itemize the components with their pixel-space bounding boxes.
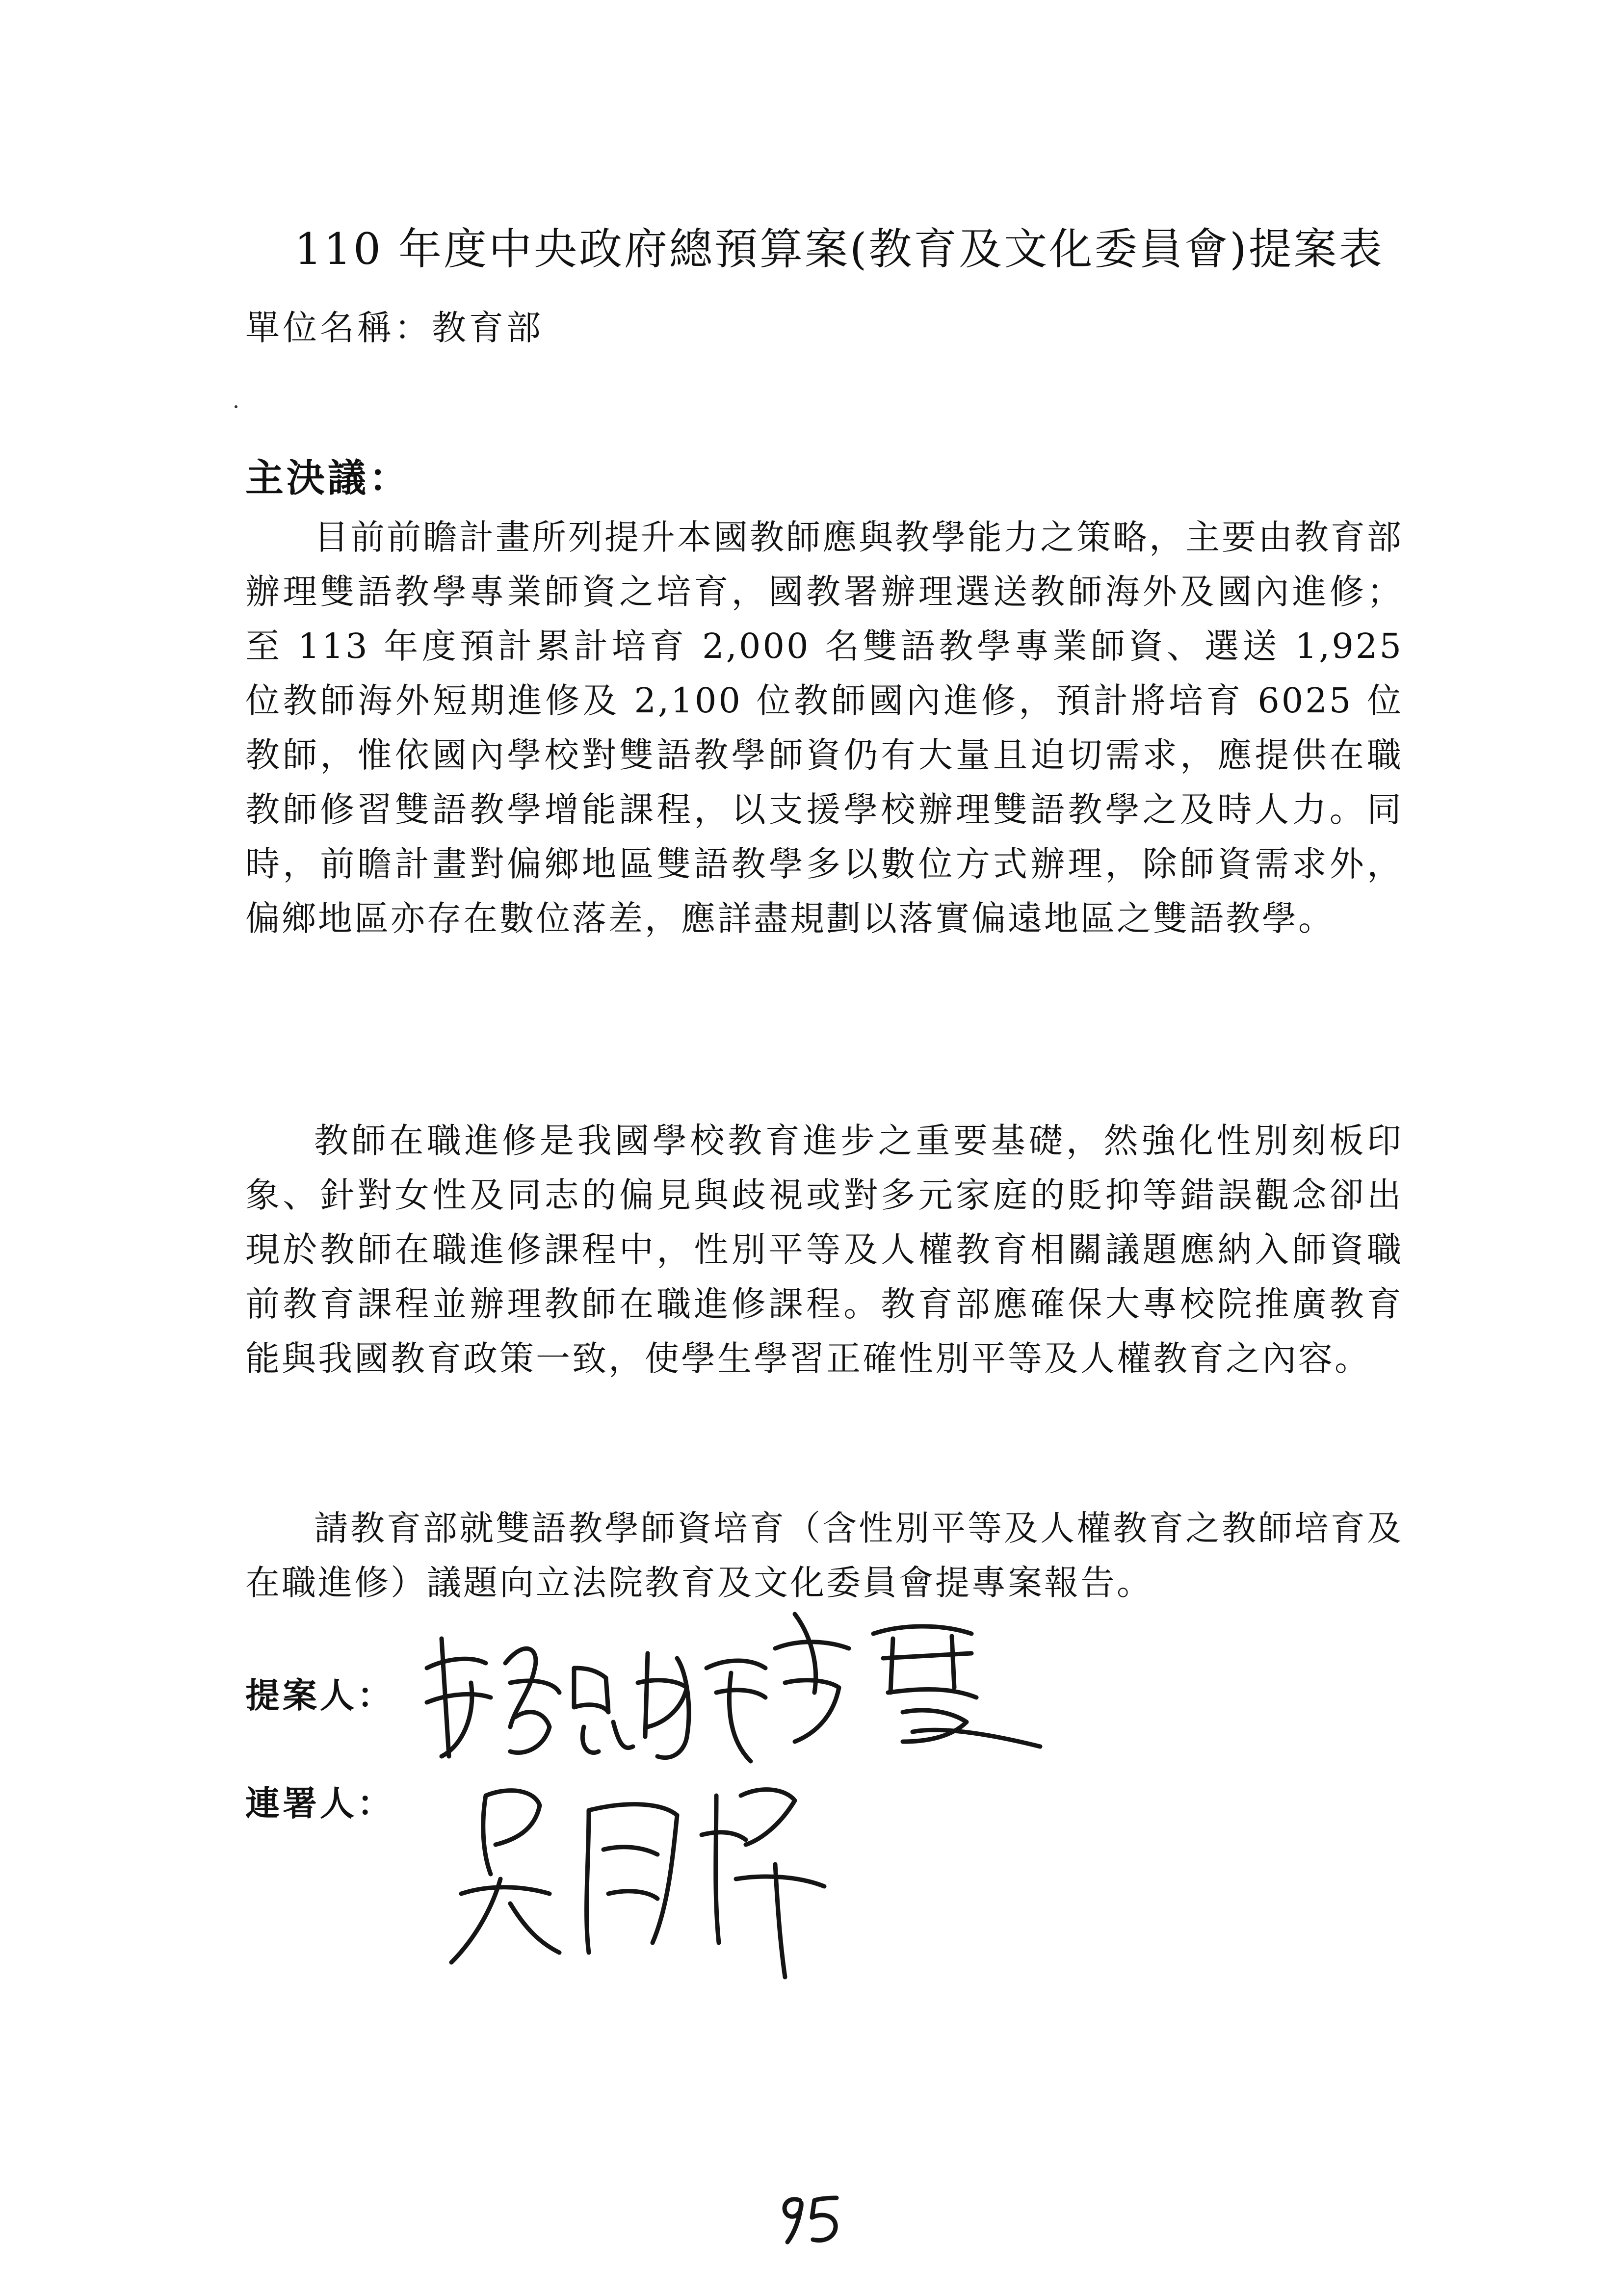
resolution-paragraph-2: 教師在職進修是我國學校教育進步之重要基礎，然強化性別刻板印象、針對女性及同志的偏見與歧視或對多元家庭的貶抑等錯誤觀念卻出現於教師在職進修課程中，性別平等及人權教育相關議題應納入師資職前教育課程並辦理教師在職進修課程。教育部應確保大專校院推廣教育能與我國教育政策一致，使學生學習正確性別平等及人權教育之內容。 (245, 1121, 1403, 1379)
document-title: 110 年度中央政府總預算案(教育及文化委員會)提案表 (294, 224, 1384, 274)
resolution-paragraph-3: 請教育部就雙語教學師資培育（含性別平等及人權教育之教師培育及在職進修）議題向立法院教育及文化委員會提專案報告。 (245, 1508, 1403, 1603)
cosigner-label: 連署人： (245, 1783, 394, 1824)
proposer-signature-2 (765, 1594, 1070, 1756)
proposer-label: 提案人： (245, 1675, 394, 1716)
section-heading: 主決議： (245, 456, 411, 500)
scan-speck (235, 405, 237, 408)
resolution-paragraph-1: 目前前瞻計畫所列提升本國教師應與教學能力之策略，主要由教育部辦理雙語教學專業師資之培育，國教署辦理選送教師海外及國內進修；至 113 年度預計累計培育 2,000 名雙語教學專業師資、選送 1,925 位教師海外短期進修及 2,100 位教師國內進修，預計將培育 6025 位教師，惟依國內學校對雙語教學師資仍有大量且迫切需求，應提供在職教師修習雙語教學增能課程，以支援學校辦理雙語教學之及時人力。同時，前瞻計畫對偏鄉地區雙語教學多以數位方式辦理，除師資需求外，偏鄉地區亦存在數位落差，應詳盡規劃以落實偏遠地區之雙語教學。 (245, 517, 1403, 939)
page-number (773, 2188, 851, 2247)
unit-name: 單位名稱：教育部 (245, 308, 544, 348)
cosigner-signature (442, 1766, 844, 1997)
proposer-signature-1 (412, 1609, 780, 1771)
